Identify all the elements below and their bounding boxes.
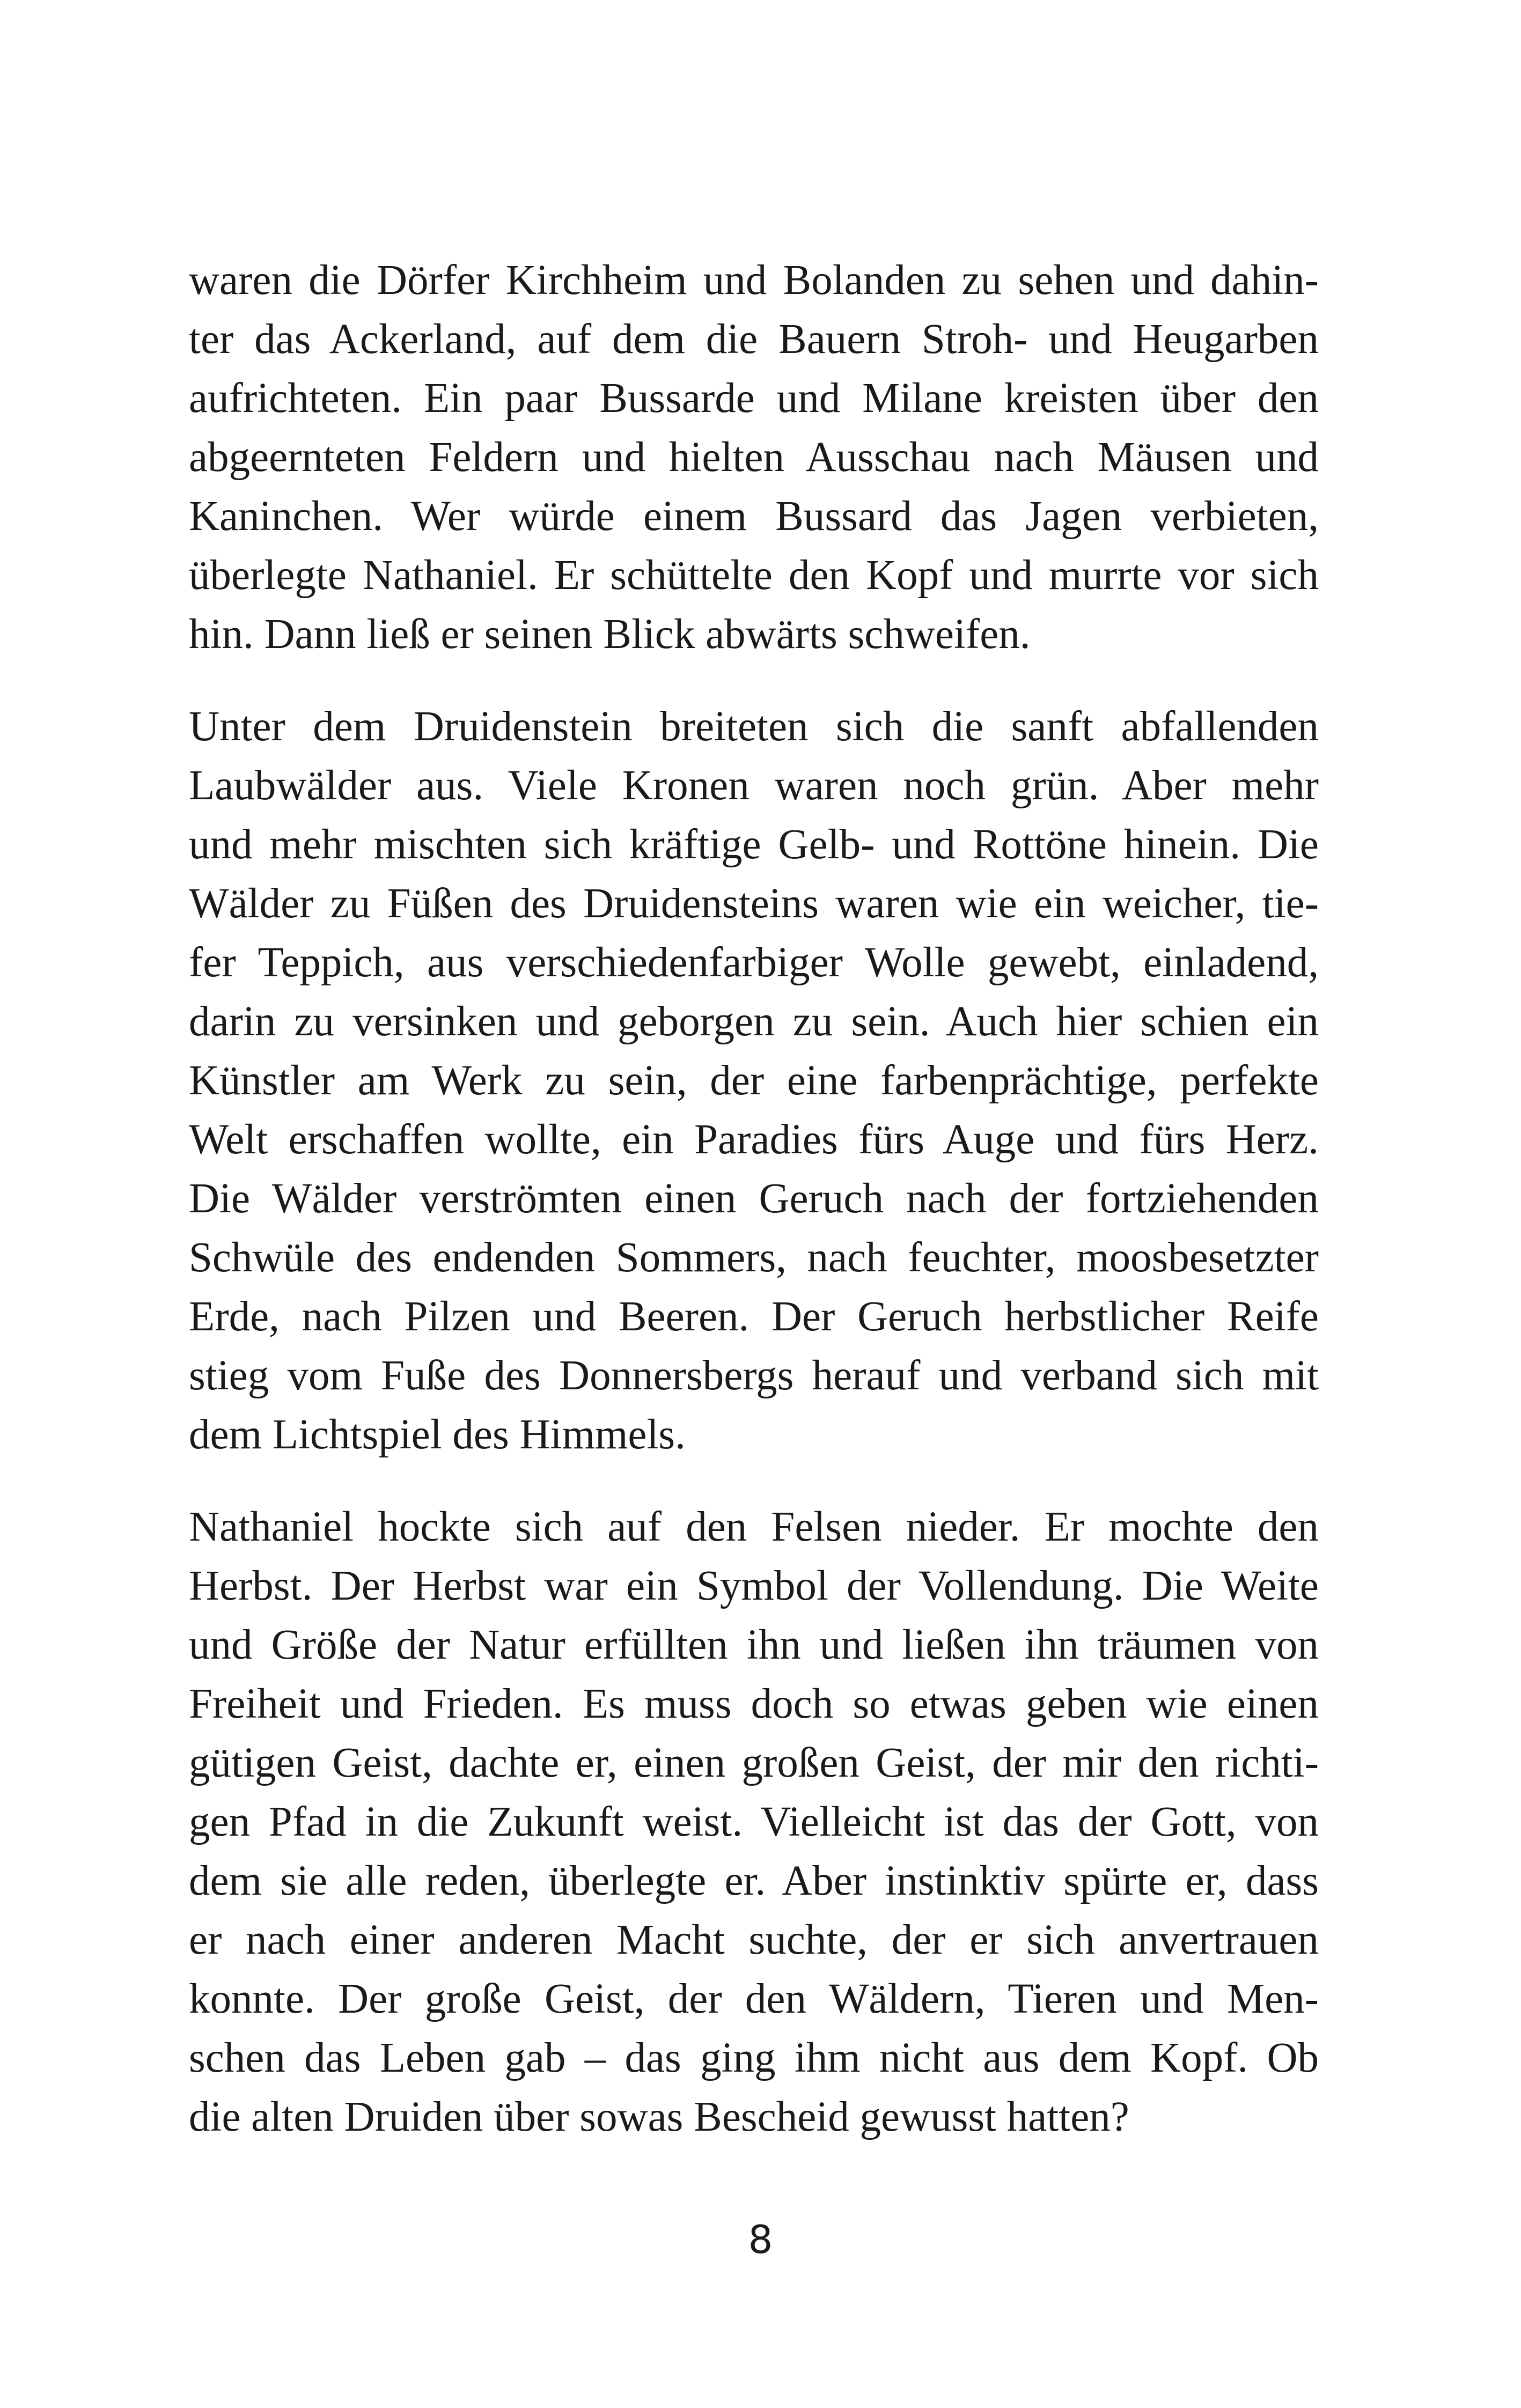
text-line: Nathaniel hockte sich auf den Felsen nieder. Er mochte den bbox=[189, 1504, 1319, 1550]
text-line: dem Lichtspiel des Himmels. bbox=[189, 1411, 686, 1458]
text-line: konnte. Der große Geist, der den Wäldern, Tieren und Men- bbox=[189, 1976, 1319, 2022]
text-line: die alten Druiden über sowas Bescheid gewusst hatten? bbox=[189, 2094, 1129, 2140]
text-line: hin. Dann ließ er seinen Blick abwärts schweifen. bbox=[189, 611, 1031, 658]
text-line: fer Teppich, aus verschiedenfarbiger Wolle gewebt, einladend, bbox=[189, 939, 1319, 986]
text-line: Freiheit und Frieden. Es muss doch so etwas geben wie einen bbox=[189, 1681, 1319, 1727]
text-line: Welt erschaffen wollte, ein Paradies fürs Auge und fürs Herz. bbox=[189, 1116, 1319, 1163]
text-line: stieg vom Fuße des Donnersbergs herauf und verband sich mit bbox=[189, 1352, 1319, 1399]
page-number: 8 bbox=[748, 2217, 773, 2262]
text-line: er nach einer anderen Macht suchte, der er sich anvertrauen bbox=[189, 1917, 1319, 1963]
text-line: und mehr mischten sich kräftige Gelb- und Rottöne hinein. Die bbox=[189, 821, 1319, 868]
text-line: waren die Dörfer Kirchheim und Bolanden zu sehen und dahin- bbox=[189, 257, 1319, 304]
text-line: und Größe der Natur erfüllten ihn und ließen ihn träumen von bbox=[189, 1622, 1319, 1668]
text-line: Erde, nach Pilzen und Beeren. Der Geruch herbstlicher Reife bbox=[189, 1293, 1319, 1340]
text-line: überlegte Nathaniel. Er schüttelte den Kopf und murrte vor sich bbox=[189, 552, 1319, 599]
text-line: Künstler am Werk zu sein, der eine farbenprächtige, perfekte bbox=[189, 1057, 1319, 1104]
text-line: schen das Leben gab – das ging ihm nicht aus dem Kopf. Ob bbox=[189, 2035, 1319, 2081]
paragraph-2 bbox=[189, 697, 1319, 1464]
text-line: Wälder zu Füßen des Druidensteins waren wie ein weicher, tie- bbox=[189, 880, 1319, 927]
text-line: darin zu versinken und geborgen zu sein. Auch hier schien ein bbox=[189, 998, 1319, 1045]
text-line: gütigen Geist, dachte er, einen großen Geist, der mir den richti- bbox=[189, 1740, 1319, 1786]
paragraph-3 bbox=[189, 1498, 1319, 2147]
body-text bbox=[189, 251, 1319, 2147]
text-line: Unter dem Druidenstein breiteten sich die sanft abfallenden bbox=[189, 703, 1319, 750]
paragraph-1 bbox=[189, 251, 1319, 664]
text-line: gen Pfad in die Zukunft weist. Vielleicht ist das der Gott, von bbox=[189, 1799, 1319, 1845]
text-line: dem sie alle reden, überlegte er. Aber instinktiv spürte er, dass bbox=[189, 1858, 1319, 1904]
text-line: Schwüle des endenden Sommers, nach feuchter, moosbesetzter bbox=[189, 1234, 1319, 1281]
text-line: ter das Ackerland, auf dem die Bauern Stroh- und Heugarben bbox=[189, 316, 1319, 363]
text-line: Die Wälder verströmten einen Geruch nach der fortziehenden bbox=[189, 1175, 1319, 1222]
text-line: aufrichteten. Ein paar Bussarde und Milane kreisten über den bbox=[189, 375, 1319, 422]
text-line: abgeernteten Feldern und hielten Ausschau nach Mäusen und bbox=[189, 434, 1319, 481]
text-line: Herbst. Der Herbst war ein Symbol der Vollendung. Die Weite bbox=[189, 1563, 1319, 1609]
text-line: Kaninchen. Wer würde einem Bussard das Jagen verbieten, bbox=[189, 493, 1319, 540]
text-line: Laubwälder aus. Viele Kronen waren noch grün. Aber mehr bbox=[189, 762, 1319, 809]
